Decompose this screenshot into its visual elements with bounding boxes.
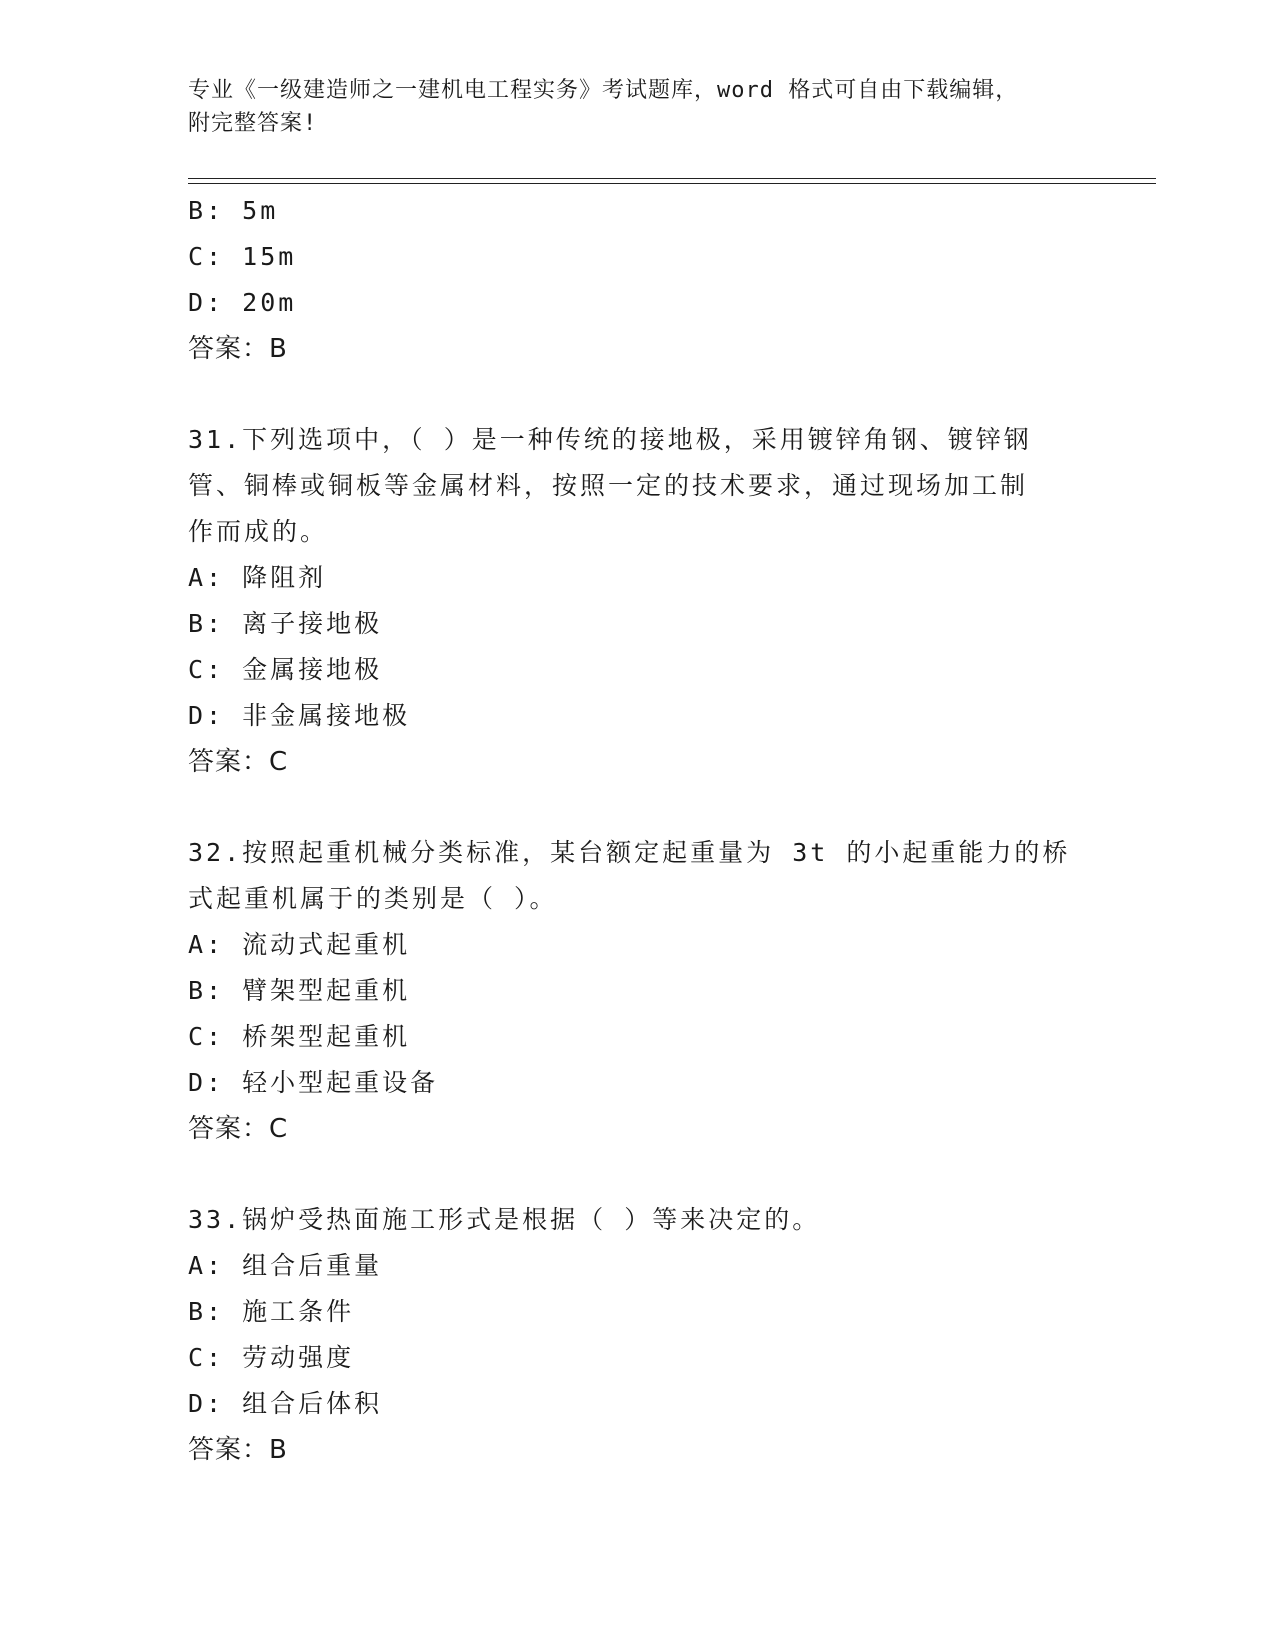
question-31 — [188, 417, 1088, 785]
answer-line: 答案：B — [188, 1435, 288, 1465]
option-d: D: 20m — [188, 288, 297, 317]
option-a: A: 降阻剂 — [188, 563, 327, 592]
option-c: C: 金属接地极 — [188, 655, 383, 684]
option-d: D: 组合后体积 — [188, 1389, 383, 1418]
question-stem-line: 33.锅炉受热面施工形式是根据（ ）等来决定的。 — [188, 1205, 821, 1234]
option-d: D: 非金属接地极 — [188, 701, 411, 730]
page-header — [188, 74, 1088, 140]
option-a: A: 流动式起重机 — [188, 930, 411, 959]
question-stem-line: 式起重机属于的类别是（ ）。 — [188, 884, 558, 913]
question-content — [188, 188, 1088, 1473]
option-b: B: 臂架型起重机 — [188, 976, 411, 1005]
header-line-2: 附完整答案! — [188, 111, 318, 136]
question-33 — [188, 1197, 1088, 1473]
option-c: C: 劳动强度 — [188, 1343, 355, 1372]
answer-line: 答案：C — [188, 747, 289, 777]
question-stem-line: 32.按照起重机械分类标准，某台额定起重量为 3t 的小起重能力的桥 — [188, 838, 1071, 867]
option-b: B: 施工条件 — [188, 1297, 355, 1326]
carryover-question — [188, 188, 1088, 372]
question-stem-line: 管、铜棒或铜板等金属材料，按照一定的技术要求，通过现场加工制 — [188, 471, 1029, 500]
question-stem-line: 31.下列选项中，（ ）是一种传统的接地极，采用镀锌角钢、镀锌钢 — [188, 425, 1032, 454]
option-b: B: 5m — [188, 196, 279, 225]
header-line-1: 专业《一级建造师之一建机电工程实务》考试题库，word 格式可自由下载编辑， — [188, 78, 1019, 103]
header-divider — [188, 178, 1156, 184]
option-d: D: 轻小型起重设备 — [188, 1068, 439, 1097]
option-a: A: 组合后重量 — [188, 1251, 383, 1280]
option-c: C: 桥架型起重机 — [188, 1022, 411, 1051]
question-32 — [188, 830, 1088, 1152]
answer-line: 答案：B — [188, 334, 288, 364]
option-b: B: 离子接地极 — [188, 609, 383, 638]
question-stem-line: 作而成的。 — [188, 517, 329, 546]
option-c: C: 15m — [188, 242, 297, 271]
answer-line: 答案：C — [188, 1114, 289, 1144]
